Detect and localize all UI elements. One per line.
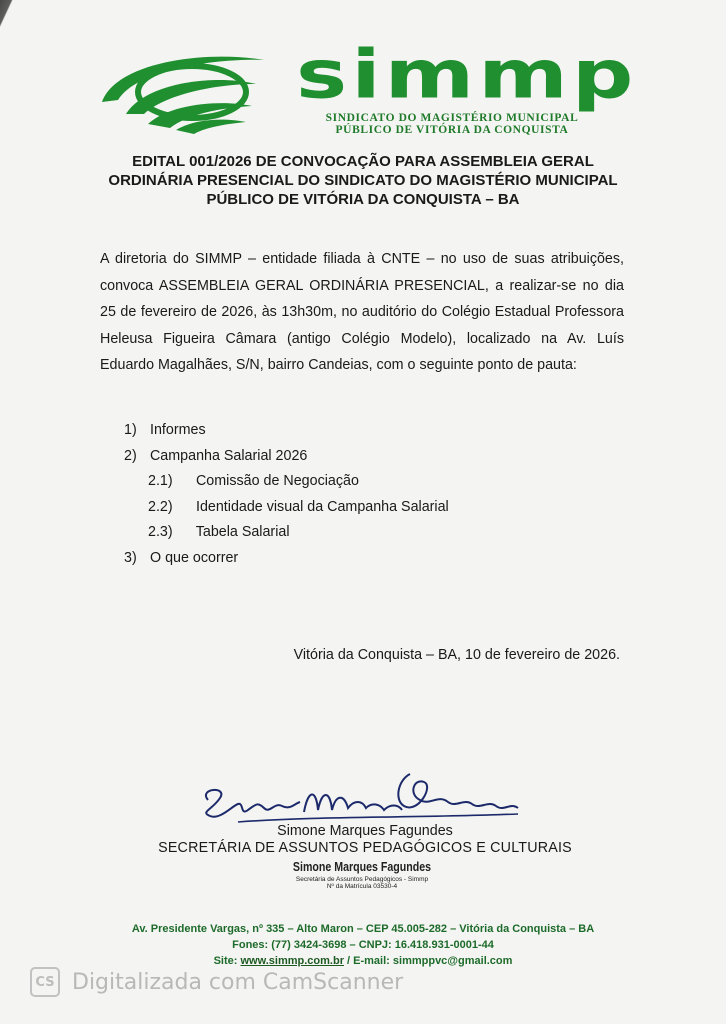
title-line-2: ORDINÁRIA PRESENCIAL DO SINDICATO DO MAGISTÉRIO MUNICIPAL	[108, 172, 618, 189]
stamp-role: Secretária de Assuntos Pedagógicos - Simmp	[295, 876, 429, 883]
agenda-item-number: 1)	[124, 422, 137, 438]
document-title	[60, 152, 666, 209]
agenda-list	[124, 418, 449, 571]
paragraph-line: convoca ASSEMBLEIA GERAL ORDINÁRIA PRESENCIAL, a realizar-se no dia	[100, 277, 624, 294]
paragraph-line: 25 de fevereiro de 2026, às 13h30m, no auditório do Colégio Estadual Professora	[100, 304, 624, 320]
agenda-item	[124, 546, 449, 572]
brand-subtitle-line1: SINDICATO DO MAGISTÉRIO MUNICIPAL	[325, 112, 579, 124]
agenda-subitem	[124, 495, 449, 521]
agenda-subitem	[124, 520, 449, 546]
paragraph-line: A diretoria do SIMMP – entidade filiada à CNTE – no uso de suas atribuições,	[100, 251, 624, 267]
camscanner-icon: CS	[30, 967, 60, 997]
agenda-subitem	[124, 469, 449, 495]
simmp-logo	[96, 35, 638, 136]
footer-phones: Fones: (77) 3424-3698 – CNPJ: 16.418.931-0001-44	[232, 939, 494, 951]
scan-shadow-edge	[0, 0, 60, 180]
title-line-1: EDITAL 001/2026 DE CONVOCAÇÃO PARA ASSEMBLEIA GERAL	[132, 153, 594, 170]
signature-block	[150, 760, 580, 910]
agenda-item-text: Informes	[149, 422, 206, 438]
agenda-item-text: Tabela Salarial	[195, 524, 290, 540]
swoosh-logo-icon	[96, 44, 266, 136]
official-stamp	[272, 860, 452, 890]
agenda-item-number: 2.3)	[148, 524, 173, 540]
site-label: Site:	[213, 955, 241, 967]
site-link[interactable]: www.simmp.com.br	[240, 955, 344, 967]
watermark-text: Digitalizada com CamScanner	[72, 969, 404, 995]
signatory-name: Simone Marques Fagundes	[277, 823, 453, 839]
agenda-item-number: 2.2)	[148, 498, 173, 515]
brand-wordmark: simmp	[296, 35, 638, 114]
handwritten-signature-icon	[198, 760, 528, 830]
title-line-3: PÚBLICO DE VITÓRIA DA CONQUISTA – BA	[206, 191, 520, 208]
agenda-item-text: Comissão de Negociação	[195, 473, 359, 489]
agenda-item-text: O que ocorrer	[149, 549, 239, 566]
paragraph-line: Heleusa Figueira Câmara (antigo Colégio Modelo), localizado na Av. Luís	[100, 330, 624, 347]
email-link[interactable]: simmppvc@gmail.com	[392, 955, 513, 967]
stamp-name: Simone Marques Fagundes	[292, 860, 432, 874]
agenda-item-number: 2.1)	[148, 473, 173, 489]
footer-address: Av. Presidente Vargas, nº 335 – Alto Maron – CEP 45.005-282 – Vitória da Conquista – BA	[131, 923, 595, 935]
date-line: Vitória da Conquista – BA, 10 de fevereiro de 2026.	[293, 647, 620, 663]
stamp-registration: Nº da Matrícula 03530-4	[326, 883, 398, 890]
camscanner-watermark	[30, 966, 403, 998]
agenda-item-text: Identidade visual da Campanha Salarial	[195, 498, 449, 515]
agenda-item-number: 3)	[124, 549, 137, 566]
agenda-item-text: Campanha Salarial 2026	[149, 447, 308, 464]
convocation-paragraph	[100, 246, 624, 379]
agenda-item	[124, 444, 449, 470]
footer-contact	[80, 921, 646, 969]
signatory-role: SECRETÁRIA DE ASSUNTOS PEDAGÓGICOS E CULTURAIS	[158, 840, 572, 856]
paragraph-line: Eduardo Magalhães, S/N, bairro Candeias, com o seguinte ponto de pauta:	[100, 357, 577, 373]
brand-subtitle-line2: PÚBLICO DE VITÓRIA DA CONQUISTA	[335, 124, 569, 136]
email-label: / E-mail:	[343, 955, 393, 967]
agenda-item	[124, 418, 449, 444]
agenda-item-number: 2)	[124, 447, 137, 464]
